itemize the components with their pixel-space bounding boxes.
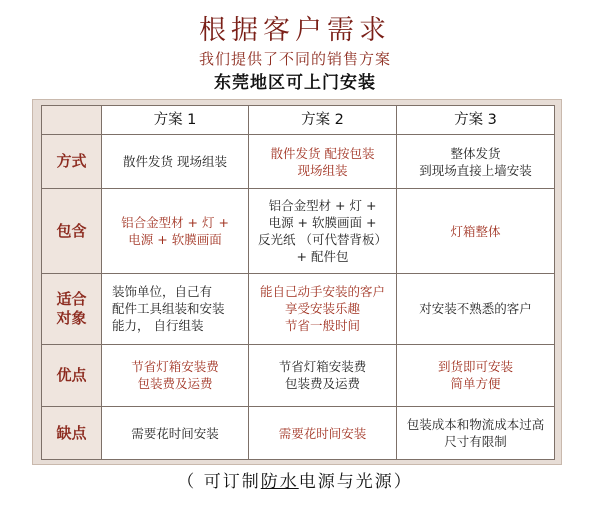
column-header-plan-2: 方案 2 [249,106,397,135]
table-header-row [42,106,555,135]
page-title: 根据客户需求 [199,15,391,46]
table-row-advantages [42,344,555,406]
table-corner-cell [42,106,102,135]
cell-disadvantages-plan-1: 需要花时间安装 [102,407,249,460]
note-waterproof: 防水 [260,472,299,492]
column-header-plan-1: 方案 1 [102,106,249,135]
customization-note [0,469,590,495]
row-label-method: 方式 [42,135,102,189]
row-label-includes: 包含 [42,189,102,274]
cell-includes-plan-3: 灯箱整体 [397,189,555,274]
table-frame [32,99,562,465]
note-open: （ 可订制 [177,472,261,492]
cell-target-plan-3: 对安装不熟悉的客户 [397,274,555,345]
row-label-disadvantages: 缺点 [42,407,102,460]
table-row-includes [42,189,555,274]
cell-includes-plan-2: 铝合金型材 + 灯 + 电源 + 软膜画面 + 反光纸 （可代替背板） + 配件包 [249,189,397,274]
sales-plan-table [41,105,555,460]
cell-method-plan-3: 整体发货 到现场直接上墙安装 [397,135,555,189]
service-region: 东莞地区可上门安装 [214,73,376,93]
note-close: ） [393,472,413,492]
cell-target-plan-2: 能自己动手安装的客户 享受安装乐趣 节省一般时间 [249,274,397,345]
table-row-disadvantages [42,407,555,460]
note-power-light: 电源与光源 [298,472,394,492]
cell-advantages-plan-3: 到货即可安装 简单方便 [397,344,555,406]
cell-target-plan-1: 装饰单位，自己有 配件工具组装和安装 能力， 自行组装 [102,274,249,345]
cell-disadvantages-plan-3: 包装成本和物流成本过高 尺寸有限制 [397,407,555,460]
table-row-method [42,135,555,189]
page-subtitle: 我们提供了不同的销售方案 [198,50,391,68]
column-header-plan-3: 方案 3 [397,106,555,135]
cell-advantages-plan-2: 节省灯箱安装费 包装费及运费 [249,344,397,406]
cell-method-plan-1: 散件发货 现场组装 [102,135,249,189]
cell-disadvantages-plan-2: 需要花时间安装 [249,407,397,460]
row-label-advantages: 优点 [42,344,102,406]
cell-advantages-plan-1: 节省灯箱安装费 包装费及运费 [102,344,249,406]
row-label-target-customer: 适合 对象 [42,274,102,345]
table-row-target-customer [42,274,555,345]
cell-includes-plan-1: 铝合金型材 + 灯 + 电源 + 软膜画面 [102,189,249,274]
cell-method-plan-2: 散件发货 配按包装 现场组装 [249,135,397,189]
